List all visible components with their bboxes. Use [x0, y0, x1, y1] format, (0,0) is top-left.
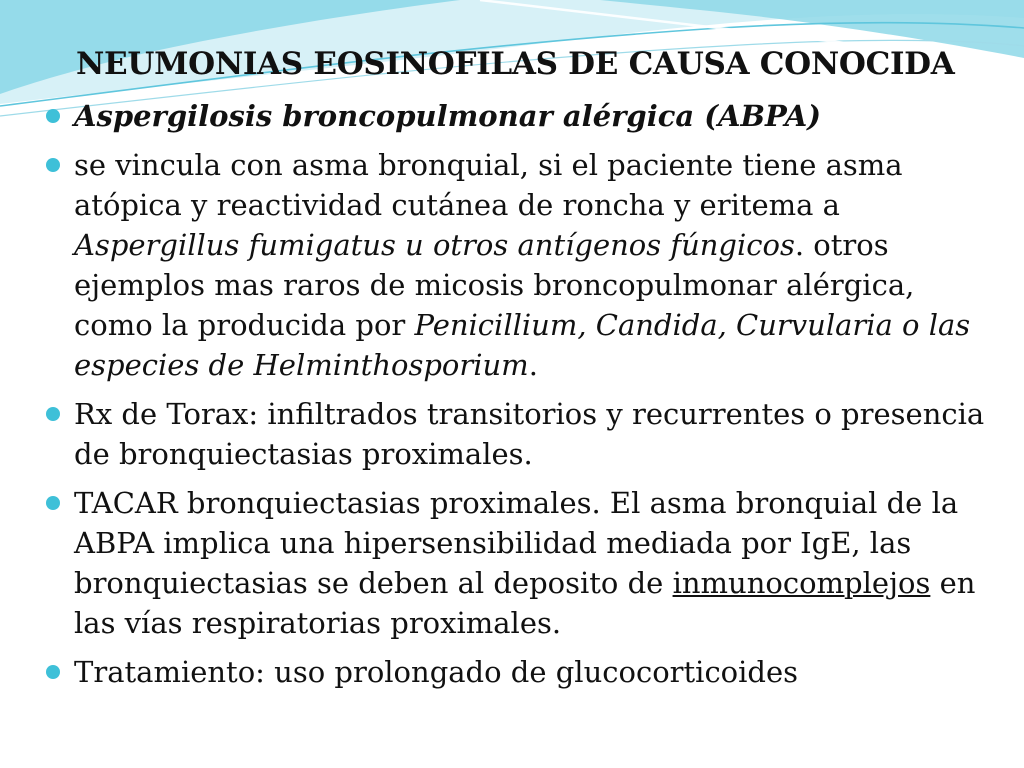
bullet-dot-icon	[46, 407, 60, 421]
bullet-tacar	[46, 483, 990, 643]
bullet-dot-icon	[46, 109, 60, 123]
bullet-text: TACAR bronquiectasias proximales. El asma bronquial de la ABPA implica una hipersensibilidad mediada por IgE, las bronquiectasias se deben al deposito de	[74, 486, 959, 600]
slide-title: NEUMONIAS EOSINOFILAS DE CAUSA CONOCIDA	[76, 46, 955, 82]
bullet-tratamiento	[46, 652, 990, 692]
bullet-italic-text: Penicillium, Candida, Curvularia o las especies de Helminthosporium	[74, 308, 971, 382]
bullet-asma-description	[46, 145, 990, 385]
bullet-text: .	[528, 348, 538, 382]
bullet-abpa-heading	[46, 96, 990, 136]
bullet-text: se vincula con asma bronquial, si el paciente tiene asma atópica y reactividad cutánea de roncha y eritema a	[74, 148, 903, 222]
bullet-italic-text: Aspergillus fumigatus u otros antígenos fúngicos	[74, 228, 795, 262]
bullet-text: Tratamiento: uso prolongado de glucocorticoides	[74, 655, 799, 689]
bullet-text: Rx de Torax: infiltrados transitorios y recurrentes o presencia de bronquiectasias proximales.	[74, 397, 985, 471]
bullet-rx-torax	[46, 394, 990, 474]
bullet-heading-text: Aspergilosis broncopulmonar alérgica (ABPA)	[74, 99, 821, 133]
bullet-list	[46, 96, 990, 701]
bullet-text: . otros ejemplos mas raros de micosis broncopulmonar alérgica, como la producida por	[74, 228, 915, 342]
bullet-text: en las vías respiratorias proximales.	[74, 566, 976, 640]
bullet-dot-icon	[46, 158, 60, 172]
bullet-underlined-text: inmunocomplejos	[672, 566, 931, 600]
bullet-dot-icon	[46, 496, 60, 510]
bullet-dot-icon	[46, 665, 60, 679]
